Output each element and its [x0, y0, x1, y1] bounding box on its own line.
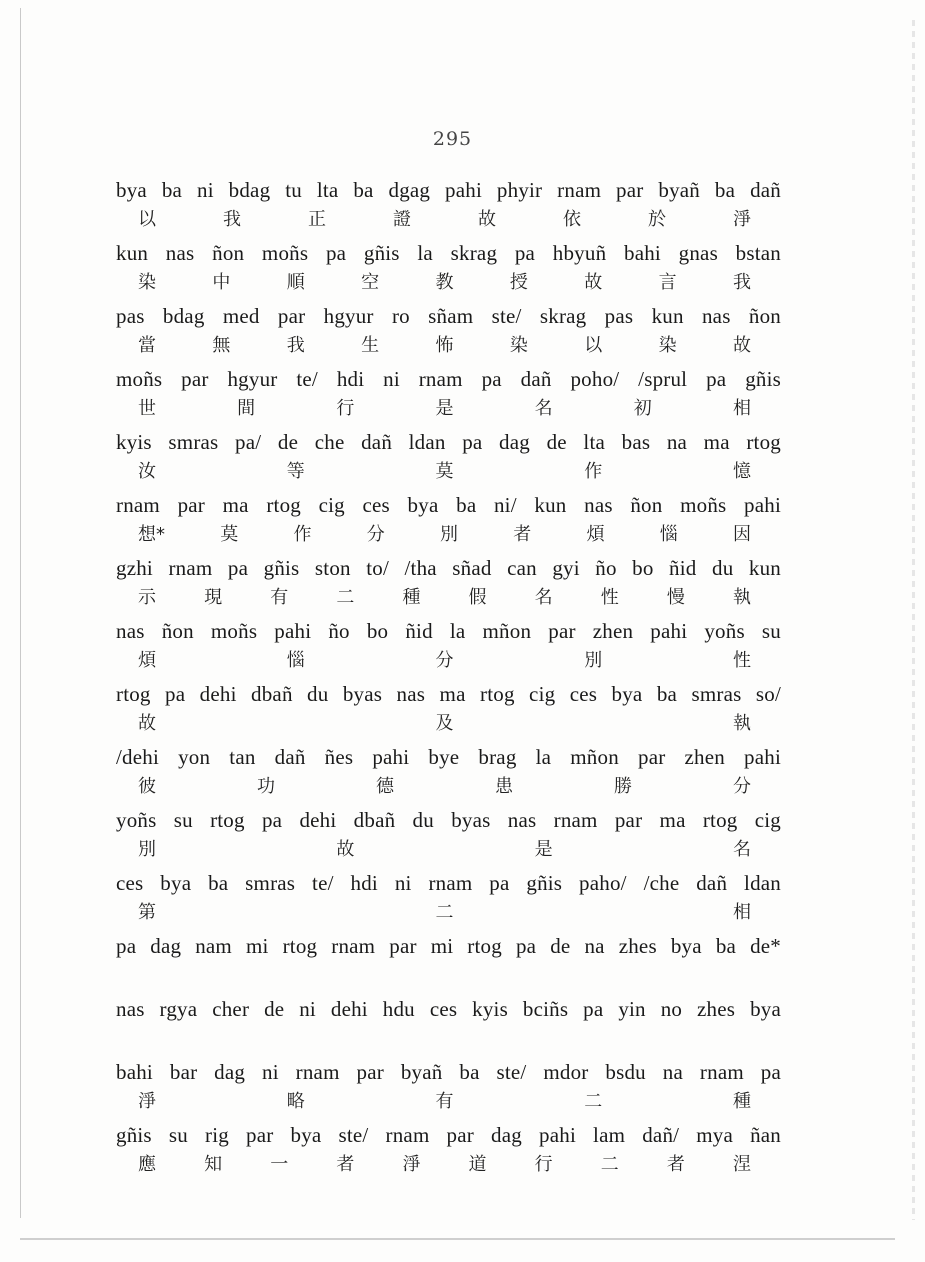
interlinear-line [116, 994, 781, 1057]
chinese-character: 知 [204, 1154, 223, 1175]
chinese-character: 道 [468, 1154, 487, 1175]
interlinear-line [116, 931, 781, 994]
chinese-character: 是 [435, 398, 454, 419]
chinese-character: 別 [138, 839, 156, 860]
chinese-character: 以 [584, 335, 603, 356]
chinese-character: 種 [733, 1091, 751, 1112]
chinese-character: 假 [468, 587, 487, 608]
tibetan-transliteration-line: moñs par hgyur te/ hdi ni rnam pa dañ poho/ /sprul pa gñis [116, 367, 781, 391]
chinese-character: 性 [600, 587, 619, 608]
chinese-character: 名 [534, 398, 553, 419]
chinese-character: 行 [534, 1154, 553, 1175]
chinese-character: 莫 [435, 461, 454, 482]
page-bottom-border [20, 1238, 895, 1240]
chinese-character: 示 [138, 587, 156, 608]
chinese-character: 二 [435, 902, 454, 923]
chinese-character: 汝 [138, 461, 156, 482]
chinese-gloss-line [116, 835, 781, 865]
chinese-character: 性 [733, 650, 751, 671]
chinese-character: 二 [336, 587, 355, 608]
chinese-gloss-line [116, 898, 781, 928]
tibetan-transliteration-line: gzhi rnam pa gñis ston to/ /tha sñad can gyi ño bo ñid du kun [116, 556, 781, 580]
chinese-character: 淨 [138, 1091, 156, 1112]
chinese-character: 生 [361, 335, 380, 356]
chinese-character: 染 [138, 272, 156, 293]
chinese-character: 間 [237, 398, 256, 419]
chinese-character: 故 [138, 713, 156, 734]
chinese-character: 當 [138, 335, 156, 356]
chinese-gloss-line [116, 646, 781, 676]
chinese-character: 名 [732, 839, 751, 860]
chinese-character: 者 [336, 1154, 355, 1175]
page-number: 295 [432, 128, 473, 150]
chinese-character: 第 [138, 902, 156, 923]
chinese-gloss-line [116, 583, 781, 613]
chinese-character: 淨 [402, 1154, 421, 1175]
chinese-character: 怖 [435, 335, 454, 356]
page-right-edge [912, 20, 915, 1220]
chinese-gloss-line [116, 1024, 781, 1054]
chinese-character: 惱 [286, 650, 305, 671]
chinese-character: 是 [534, 839, 553, 860]
chinese-character: 及 [435, 713, 454, 734]
chinese-character: 淨 [733, 209, 751, 230]
interlinear-line [116, 1057, 781, 1120]
chinese-character: 別 [584, 650, 603, 671]
chinese-character: 故 [336, 839, 355, 860]
chinese-character: 現 [204, 587, 223, 608]
chinese-character: 順 [286, 272, 305, 293]
chinese-gloss-line [116, 1150, 781, 1180]
chinese-character: 初 [633, 398, 652, 419]
chinese-character: 故 [733, 335, 751, 356]
chinese-character: 於 [648, 209, 666, 230]
chinese-character: 我 [286, 335, 305, 356]
chinese-gloss-line [116, 1087, 781, 1117]
interlinear-line [116, 301, 781, 364]
chinese-character: 勝 [614, 776, 632, 797]
chinese-character: 彼 [138, 776, 156, 797]
interlinear-line [116, 1120, 781, 1183]
chinese-gloss-line [116, 520, 781, 550]
chinese-character: 憶 [733, 461, 751, 482]
tibetan-transliteration-line: pas bdag med par hgyur ro sñam ste/ skrag pas kun nas ñon [116, 304, 781, 328]
chinese-character: 者 [666, 1154, 685, 1175]
chinese-character: 相 [733, 902, 751, 923]
chinese-character: 名 [534, 587, 553, 608]
interlinear-line [116, 238, 781, 301]
chinese-character: 相 [732, 398, 751, 419]
chinese-character: 一 [270, 1154, 289, 1175]
interlinear-line [116, 490, 781, 553]
tibetan-transliteration-line: kyis smras pa/ de che dañ ldan pa dag de lta bas na ma rtog [116, 430, 781, 454]
chinese-character: 有 [270, 587, 289, 608]
interlinear-text-block [116, 175, 781, 1183]
chinese-gloss-line [116, 331, 781, 361]
chinese-character: 行 [336, 398, 355, 419]
chinese-character: 授 [509, 272, 528, 293]
chinese-character: 煩 [586, 524, 605, 545]
chinese-character: 因 [733, 524, 751, 545]
chinese-character: 執 [732, 587, 751, 608]
chinese-character: 染 [658, 335, 677, 356]
chinese-character: 者 [513, 524, 532, 545]
chinese-character: 無 [212, 335, 231, 356]
chinese-character: 正 [308, 209, 326, 230]
tibetan-transliteration-line: /dehi yon tan dañ ñes pahi bye brag la mñon par zhen pahi [116, 745, 781, 769]
chinese-character: 我 [223, 209, 241, 230]
chinese-character: 莫 [220, 524, 239, 545]
chinese-character: 分 [435, 650, 454, 671]
chinese-character: 患 [495, 776, 513, 797]
tibetan-transliteration-line: pa dag nam mi rtog rnam par mi rtog pa de na zhes bya ba de* [116, 934, 781, 958]
interlinear-line [116, 175, 781, 238]
chinese-character: 功 [257, 776, 275, 797]
interlinear-line [116, 805, 781, 868]
chinese-character: 有 [435, 1091, 454, 1112]
chinese-character: 空 [361, 272, 380, 293]
chinese-character: 執 [733, 713, 751, 734]
tibetan-transliteration-line: kun nas ñon moñs pa gñis la skrag pa hbyuñ bahi gnas bstan [116, 241, 781, 265]
chinese-character: 作 [584, 461, 603, 482]
chinese-character: 德 [376, 776, 394, 797]
chinese-character: 證 [393, 209, 411, 230]
tibetan-transliteration-line: rnam par ma rtog cig ces bya ba ni/ kun nas ñon moñs pahi [116, 493, 781, 517]
chinese-character: 略 [286, 1091, 305, 1112]
page-left-border [20, 8, 21, 1218]
tibetan-transliteration-line: bahi bar dag ni rnam par byañ ba ste/ mdor bsdu na rnam pa [116, 1060, 781, 1084]
chinese-character: 別 [440, 524, 458, 545]
chinese-gloss-line [116, 205, 781, 235]
chinese-character: 故 [584, 272, 603, 293]
interlinear-line [116, 742, 781, 805]
chinese-character: 作 [293, 524, 312, 545]
chinese-character: 涅 [732, 1154, 751, 1175]
interlinear-line [116, 616, 781, 679]
chinese-character: 故 [478, 209, 496, 230]
chinese-character: 想* [138, 524, 165, 545]
tibetan-transliteration-line: ces bya ba smras te/ hdi ni rnam pa gñis paho/ /che dañ ldan [116, 871, 781, 895]
chinese-character: 世 [138, 398, 156, 419]
interlinear-line [116, 427, 781, 490]
interlinear-line [116, 364, 781, 427]
chinese-character: 分 [733, 776, 751, 797]
chinese-character: 依 [563, 209, 581, 230]
chinese-character: 慢 [666, 587, 685, 608]
interlinear-line [116, 679, 781, 742]
chinese-character: 惱 [659, 524, 678, 545]
tibetan-transliteration-line: rtog pa dehi dbañ du byas nas ma rtog cig ces bya ba smras so/ [116, 682, 781, 706]
tibetan-transliteration-line: yoñs su rtog pa dehi dbañ du byas nas rnam par ma rtog cig [116, 808, 781, 832]
chinese-character: 以 [138, 209, 156, 230]
interlinear-line [116, 868, 781, 931]
tibetan-transliteration-line: nas rgya cher de ni dehi hdu ces kyis bciñs pa yin no zhes bya [116, 997, 781, 1021]
chinese-gloss-line [116, 457, 781, 487]
chinese-character: 我 [733, 272, 751, 293]
chinese-character: 分 [366, 524, 385, 545]
interlinear-line [116, 553, 781, 616]
chinese-gloss-line [116, 394, 781, 424]
tibetan-transliteration-line: bya ba ni bdag tu lta ba dgag pahi phyir rnam par byañ ba dañ [116, 178, 781, 202]
chinese-gloss-line [116, 709, 781, 739]
chinese-character: 中 [212, 272, 231, 293]
chinese-character: 染 [509, 335, 528, 356]
chinese-character: 應 [138, 1154, 156, 1175]
chinese-character: 二 [584, 1091, 603, 1112]
chinese-gloss-line [116, 268, 781, 298]
chinese-character: 二 [600, 1154, 619, 1175]
chinese-character: 等 [286, 461, 305, 482]
chinese-character: 教 [435, 272, 454, 293]
chinese-character: 煩 [138, 650, 156, 671]
chinese-character: 言 [658, 272, 677, 293]
tibetan-transliteration-line: nas ñon moñs pahi ño bo ñid la mñon par zhen pahi yoñs su [116, 619, 781, 643]
chinese-gloss-line [116, 961, 781, 991]
chinese-character: 種 [402, 587, 421, 608]
chinese-gloss-line [116, 772, 781, 802]
tibetan-transliteration-line: gñis su rig par bya ste/ rnam par dag pahi lam dañ/ mya ñan [116, 1123, 781, 1147]
